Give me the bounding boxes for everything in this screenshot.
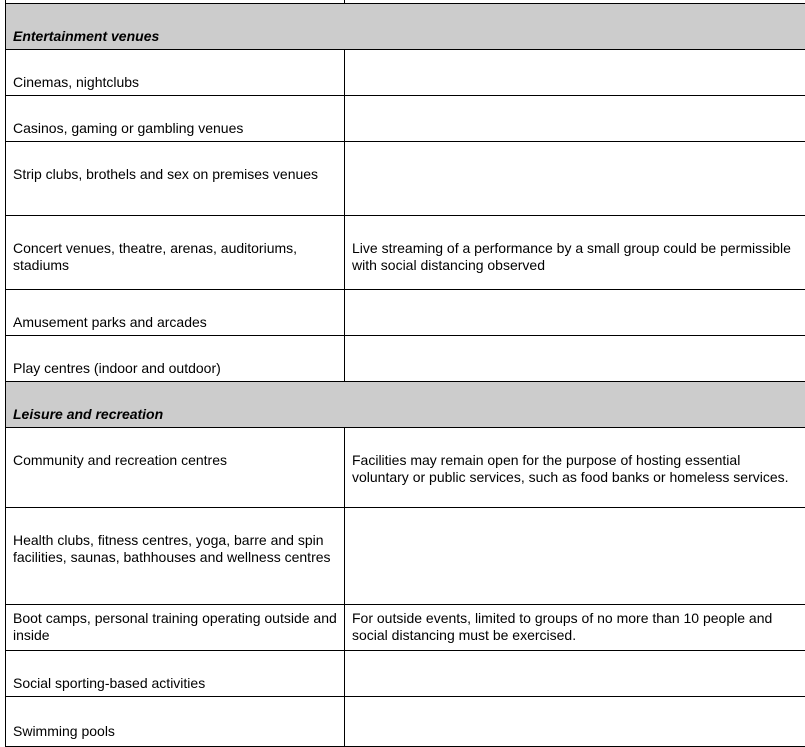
- section-title: Entertainment venues: [6, 4, 805, 50]
- section-header-leisure: [6, 382, 805, 428]
- note-cell: For outside events, limited to groups of no more than 10 people and social distancing must be exercised.: [345, 605, 805, 651]
- note-cell: [345, 142, 805, 216]
- section-title: Leisure and recreation: [6, 382, 805, 428]
- note-cell: [345, 50, 805, 96]
- activity-cell: Casinos, gaming or gambling venues: [6, 96, 345, 142]
- note-cell: [345, 290, 805, 336]
- table-row: [6, 508, 805, 605]
- table-row: [6, 216, 805, 290]
- note-cell: [345, 651, 805, 697]
- note-cell: Facilities may remain open for the purpose of hosting essential voluntary or public services, such as food banks or homeless services.: [345, 428, 805, 508]
- activity-cell: Community and recreation centres: [6, 428, 345, 508]
- activity-cell: Amusement parks and arcades: [6, 290, 345, 336]
- activity-cell: Strip clubs, brothels and sex on premises venues: [6, 142, 345, 216]
- activity-cell: Play centres (indoor and outdoor): [6, 336, 345, 382]
- table-row: [6, 50, 805, 96]
- table-row: [6, 142, 805, 216]
- activity-cell: Cinemas, nightclubs: [6, 50, 345, 96]
- table-row: [6, 290, 805, 336]
- activity-cell: Concert venues, theatre, arenas, auditoriums, stadiums: [6, 216, 345, 290]
- table-row: [6, 96, 805, 142]
- note-cell: [345, 96, 805, 142]
- activity-cell: Swimming pools: [6, 697, 345, 747]
- activity-cell: Social sporting-based activities: [6, 651, 345, 697]
- section-header-entertainment: [6, 4, 805, 50]
- table-row: [6, 651, 805, 697]
- note-cell: [345, 508, 805, 605]
- restrictions-table: [5, 0, 805, 747]
- table-row: [6, 428, 805, 508]
- activity-cell: Health clubs, fitness centres, yoga, barre and spin facilities, saunas, bathhouses and wellness centres: [6, 508, 345, 605]
- table-row: [6, 697, 805, 747]
- activity-cell: Boot camps, personal training operating outside and inside: [6, 605, 345, 651]
- table-row: [6, 336, 805, 382]
- note-cell: [345, 336, 805, 382]
- restrictions-table-container: [5, 0, 805, 747]
- table-row: [6, 605, 805, 651]
- note-cell: [345, 697, 805, 747]
- note-cell: Live streaming of a performance by a small group could be permissible with social distancing observed: [345, 216, 805, 290]
